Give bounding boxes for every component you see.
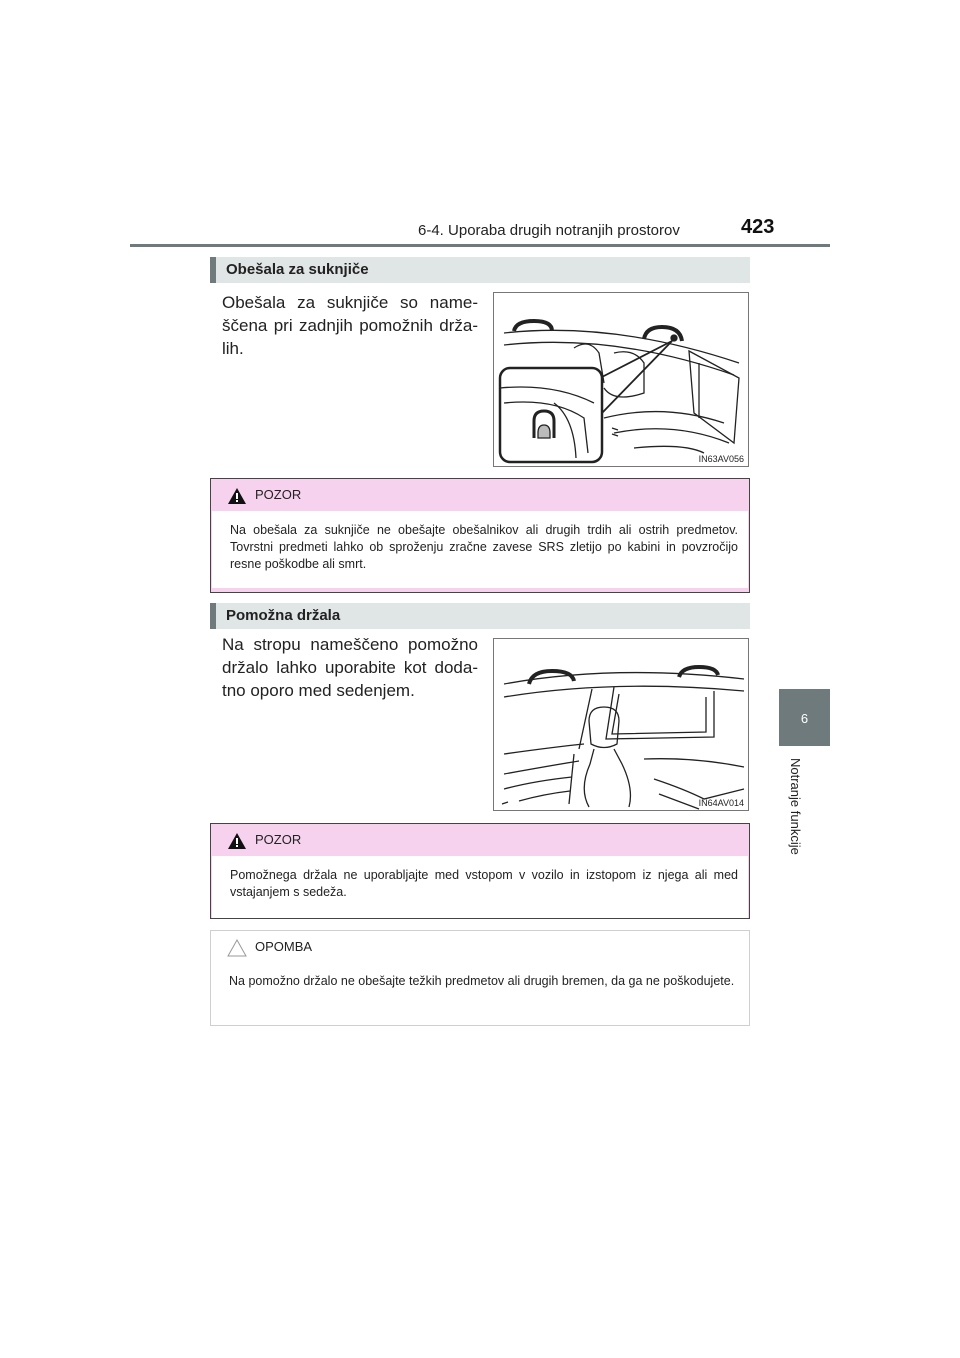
note-header (211, 931, 749, 963)
figure-coat-hook (493, 292, 749, 467)
section-body-coat-hooks (222, 291, 478, 360)
figure-code: IN64AV014 (698, 798, 744, 808)
warning-box-coat-hooks (210, 478, 750, 593)
section-heading-text: Obešala za suknjiče (226, 261, 369, 278)
figure-assist-grip (493, 638, 749, 811)
chapter-title: Notranje funkcije (788, 758, 803, 855)
header-divider (130, 244, 830, 247)
page-number: 423 (741, 216, 775, 238)
chapter-number: 6 (800, 711, 809, 726)
warning-label: POZOR (255, 832, 302, 847)
note-label: OPOMBA (255, 939, 313, 954)
body-line: ščena pri zadnjih pomožnih drža- (222, 316, 478, 335)
section-heading-assist-grips (210, 603, 750, 629)
warning-header (211, 824, 749, 856)
warning-text: Na obešala za suknjiče ne obešajte obešalnikov ali drugih trdih ali ostrih predmetov. Tovrstni predmeti lahko ob sproženju zračne zavese SRS zletijo po kabini in povzročijo resne poškodbe ali smrt. (212, 511, 748, 588)
figure-code: IN63AV056 (698, 454, 744, 464)
note-box-assist-grips (210, 930, 750, 1026)
section-heading-coat-hooks (210, 257, 750, 283)
warning-triangle-icon (227, 832, 247, 850)
warning-triangle-icon (227, 487, 247, 505)
body-line: Na stropu nameščeno pomožno (222, 635, 478, 654)
warning-label: POZOR (255, 487, 302, 502)
assist-grip-illustration (494, 639, 748, 810)
section-heading-text: Pomožna držala (226, 607, 341, 624)
warning-box-assist-grips (210, 823, 750, 919)
warning-header (211, 479, 749, 511)
note-text: Na pomožno držalo ne obešajte težkih predmetov ali drugih bremen, da ga ne poškodujete. (211, 963, 749, 1002)
caution-outline-triangle-icon (227, 939, 247, 957)
body-line: tno oporo med sedenjem. (222, 681, 415, 700)
body-line: držalo lahko uporabite kot doda- (222, 658, 478, 677)
warning-text: Pomožnega držala ne uporabljajte med vstopom v vozilo in izstopom iz njega ali med vstajanjem s sedeža. (212, 856, 748, 918)
section-body-assist-grips (222, 633, 478, 702)
coat-hook-illustration (494, 293, 748, 466)
running-header-title: 6-4. Uporaba drugih notranjih prostorov (418, 222, 680, 239)
body-line: lih. (222, 339, 244, 358)
body-line: Obešala za suknjiče so name- (222, 293, 478, 312)
